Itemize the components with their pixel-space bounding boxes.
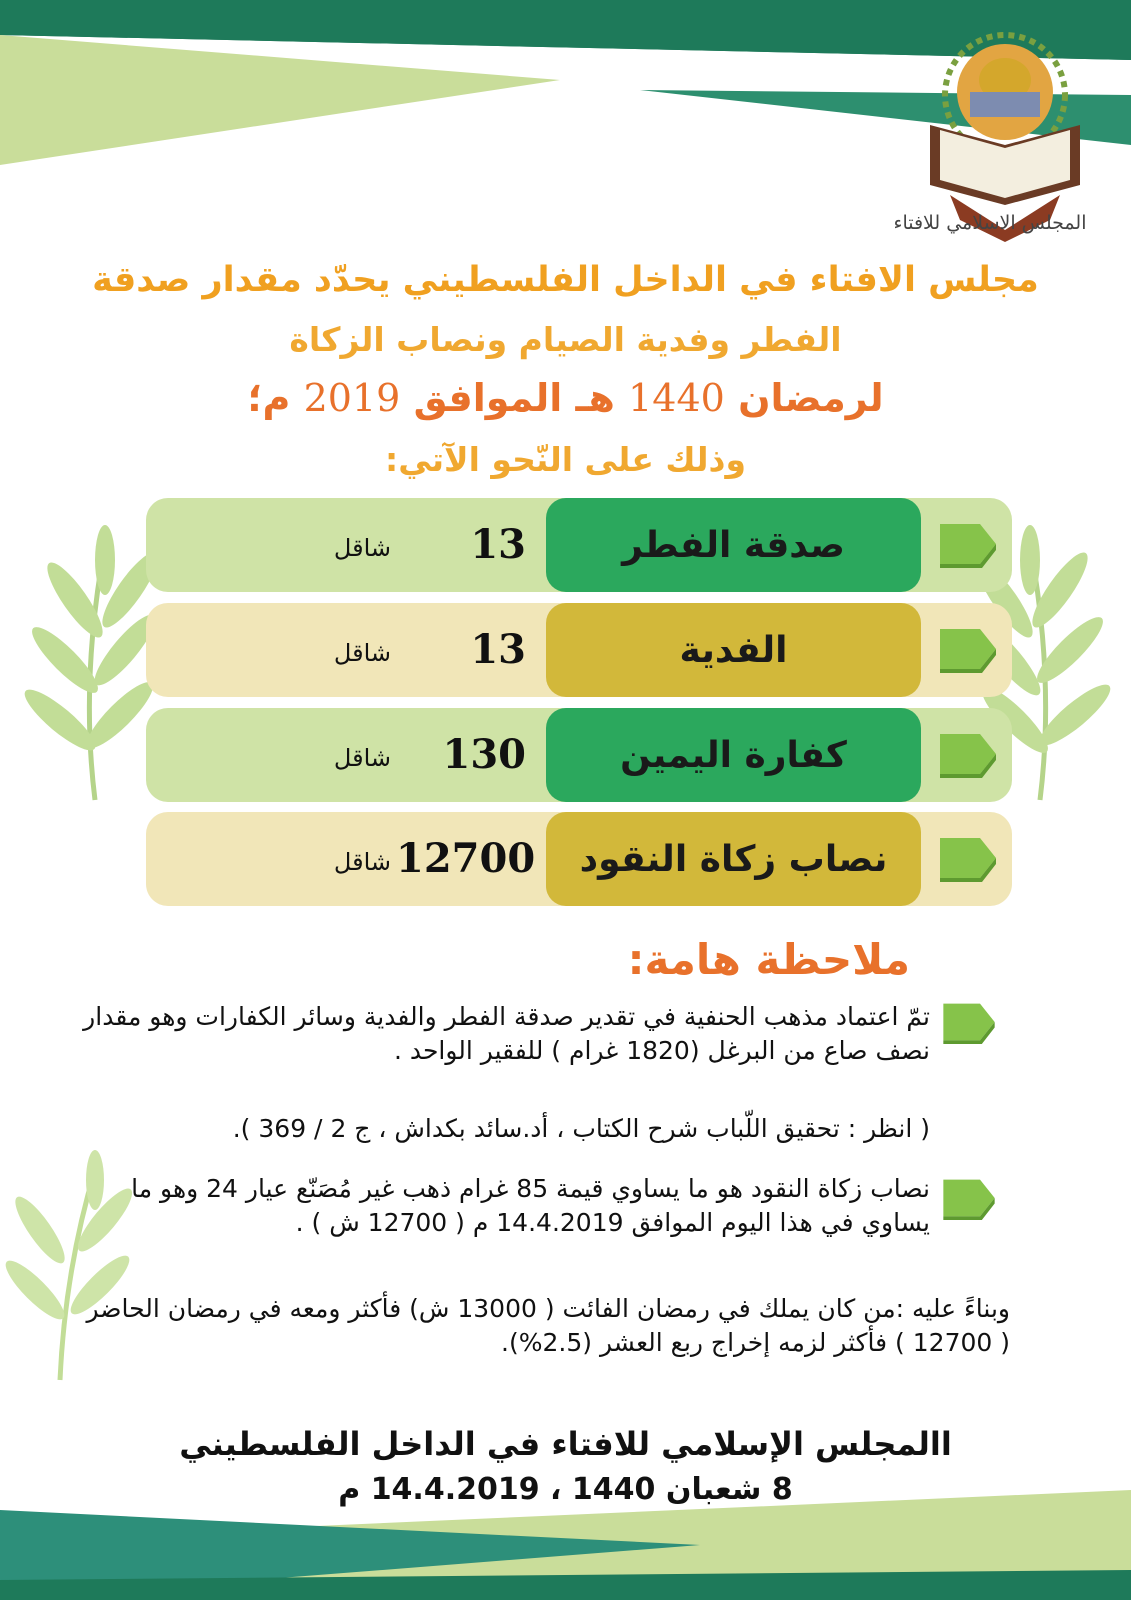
note-paragraph-2: نصاب زكاة النقود هو ما يساوي قيمة 85 غرام ذهب غير مُصَنّع عيار 24 وهو ما يساوي في هذا اليوم الموافق 14.4.2019 م ( 12700 ش ) .: [131, 1174, 930, 1237]
logo-caption: المجلس الاسلامي للافتاء: [893, 212, 1087, 234]
row-unit: شاقل: [333, 639, 391, 667]
headline-suffix: م؛: [247, 376, 291, 420]
row-unit: شاقل: [333, 534, 391, 562]
footer-organization: االمجلس الإسلامي للافتاء في الداخل الفلسطيني: [179, 1425, 952, 1463]
arrow-marker-icon: [938, 520, 998, 568]
row-unit: شاقل: [333, 744, 391, 772]
row-label: صدقة الفطر: [546, 498, 921, 592]
arrow-marker-icon: [938, 730, 998, 778]
row-label: نصاب زكاة النقود: [546, 812, 921, 906]
note-arrow-icon: [940, 1000, 998, 1044]
arrow-marker-icon: [938, 834, 998, 882]
row-label: الفدية: [546, 603, 921, 697]
row-kaffarat-alyamin: [146, 708, 1012, 802]
row-label: كفارة اليمين: [546, 708, 921, 802]
note-reference: ( انظر : تحقيق اللّباب شرح الكتاب ، أد.سائد بكداش ، ج 2 / 369 ).: [232, 1114, 930, 1143]
notes-title: ملاحظة هامة:: [627, 935, 910, 984]
headline-line3: [40, 376, 1091, 420]
headline-line2: الفطر وفدية الصيام ونصاب الزكاة: [289, 320, 842, 359]
row-fidya: [146, 603, 1012, 697]
headline-mid: هـ الموافق: [413, 376, 615, 420]
note-paragraph-1: تمّ اعتماد مذهب الحنفية في تقدير صدقة الفطر والفدية وسائر الكفارات وهو مقدار نصف صاع من البرغل (1820 غرام ) للفقير الواحد .: [83, 1002, 930, 1065]
row-value: 12700: [396, 835, 536, 882]
headline-greg-year: 2019: [303, 376, 401, 420]
row-nisab-zakat: [146, 812, 1012, 906]
arrow-marker-icon: [938, 625, 998, 673]
headline-line4: وذلك على النّحو الآتي:: [385, 440, 746, 479]
note-arrow-icon: [940, 1176, 998, 1220]
row-value: 13: [470, 521, 526, 568]
headline-hijri-year: 1440: [628, 376, 725, 420]
row-value: 130: [442, 731, 526, 778]
row-sadaqat-alfitr: [146, 498, 1012, 592]
footer-date: 8 شعبان 1440 ، 14.4.2019 م: [338, 1472, 793, 1507]
leaf-branch-left: [18, 525, 166, 800]
headline-prefix: لرمضان: [738, 376, 884, 420]
row-unit: شاقل: [333, 848, 391, 876]
row-value: 13: [470, 626, 526, 673]
headline-line1: مجلس الافتاء في الداخل الفلسطيني يحدّد مقدار صدقة: [92, 260, 1039, 300]
note-paragraph-3: وبناءً عليه :من كان يملك في رمضان الفائت ( 13000 ش) فأكثر ومعه في رمضان الحاضر ( 12700 ) فأكثر لزمه إخراج ربع العشر (2.5%).: [86, 1294, 1010, 1357]
